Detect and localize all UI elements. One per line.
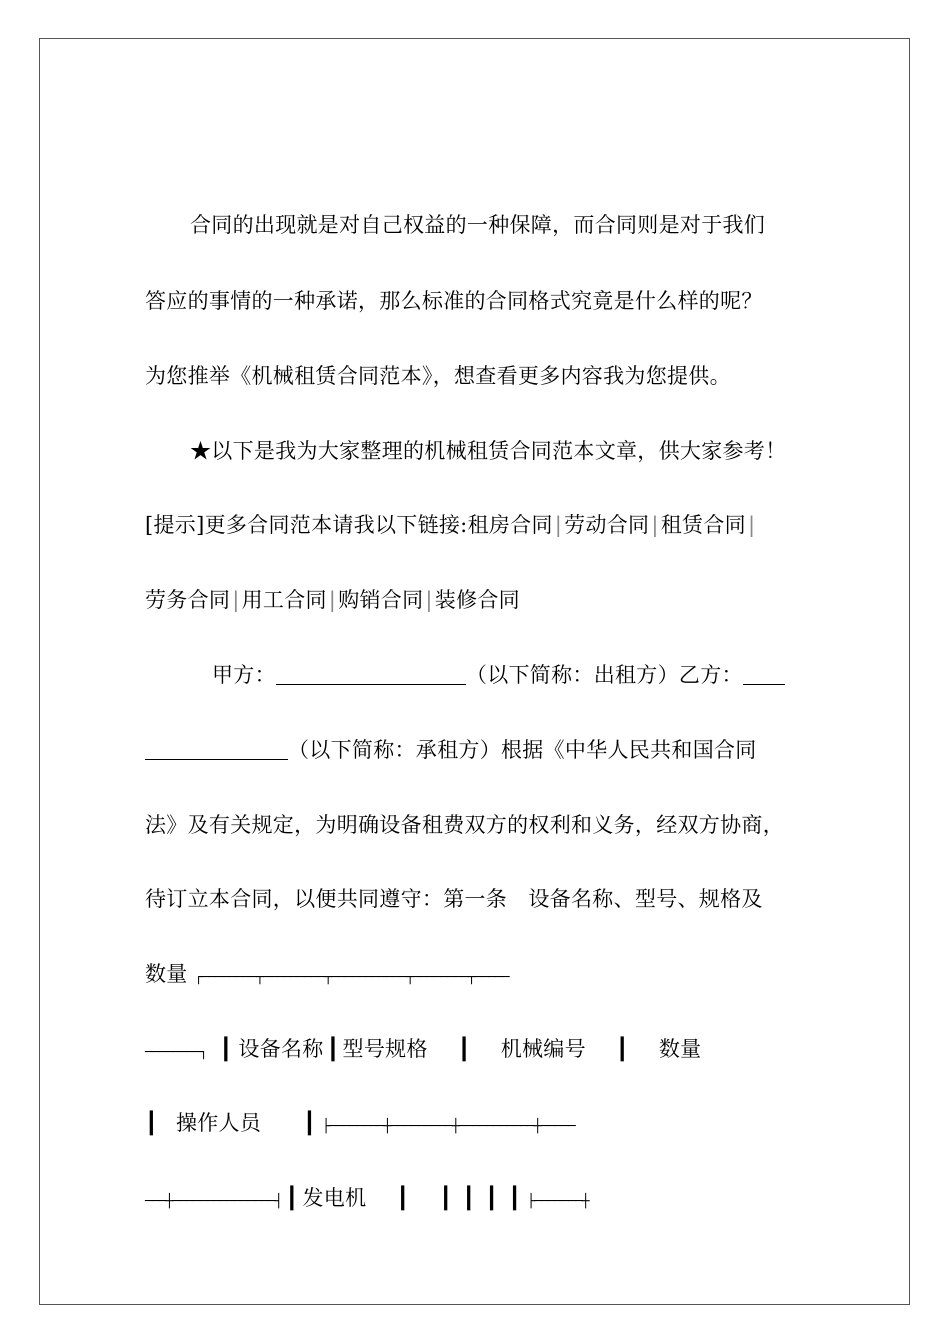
link-lease[interactable]: 租赁合同	[660, 513, 746, 537]
party-b-blank-start[interactable]	[743, 664, 785, 685]
table-top-line	[145, 960, 805, 992]
link-decoration[interactable]: 装修合同	[434, 588, 520, 612]
separator: |	[425, 588, 433, 612]
body-line-1: 法》及有关规定，为明确设备租费双方的权利和义务，经双方协商，	[145, 813, 784, 837]
link-rent-house[interactable]: 租房合同	[467, 513, 553, 537]
intro-line-3: 为您推举《机械租赁合同范本》，想查看更多内容我为您提供。	[145, 364, 731, 388]
separator: |	[651, 513, 659, 537]
item-generator: 发电机	[302, 1186, 367, 1210]
tip-line-1	[145, 511, 805, 539]
tip-line-2	[145, 586, 805, 614]
party-a-note: （以下简称：出租方）乙方：	[465, 663, 743, 687]
separator: |	[554, 513, 563, 537]
link-purchase[interactable]: 购销合同	[338, 588, 424, 612]
party-a-blank[interactable]	[276, 664, 466, 685]
separator: |	[747, 513, 756, 537]
party-b-blank[interactable]	[145, 739, 288, 760]
header-quantity: 数量	[658, 1037, 702, 1061]
link-employment[interactable]: 用工合同	[241, 588, 327, 612]
header-operator: 操作人员	[175, 1111, 262, 1135]
link-service[interactable]: 劳务合同	[145, 588, 231, 612]
table-operator-line: ┃ 操作人员 ┃ ├────────┼─────────┼───────────┼─────	[145, 1111, 575, 1135]
table-row-left-border: ───┼───────────────┤	[145, 1194, 282, 1209]
header-model: 型号规格	[342, 1037, 428, 1061]
intro-line-2: 答应的事情的一种承诺，那么标准的合同格式究竟是什么样的呢？	[145, 289, 763, 313]
party-b-note: （以下简称：承租方）根据《中华人民共和国合同	[288, 738, 757, 762]
party-b-line	[145, 736, 805, 764]
table-header-line: ────────┐ ┃ 设备名称 ┃ 型号规格 ┃ 机械编号 ┃ 数量	[145, 1037, 702, 1061]
quantity-label: 数量	[145, 962, 188, 986]
table-top-border: ┌────────┬─────────┬───────────┬────────┬─────	[194, 970, 509, 985]
table-row-right-border: ├───────┼	[527, 1194, 589, 1209]
separator: |	[328, 588, 337, 612]
table-row-line: ───┼───────────────┤ ┃ 发电机 ┃ ┃ ┃ ┃ ┃ ├───────┼	[145, 1186, 589, 1210]
intro-line-1: 合同的出现就是对自己权益的一种保障，而合同则是对于我们	[190, 213, 766, 237]
intro-line-4: ★以下是我为大家整理的机械租赁合同范本文章，供大家参考！	[190, 439, 787, 463]
link-labor[interactable]: 劳动合同	[564, 513, 650, 537]
tip-prefix: [提示]更多合同范本请我以下链接:	[145, 513, 468, 537]
party-a-label: 甲方：	[212, 663, 276, 687]
party-line	[212, 661, 812, 689]
table-top-border-end: ────────┐	[145, 1045, 207, 1060]
header-machine-no: 机械编号	[500, 1037, 586, 1061]
body-line-2: 待订立本合同，以便共同遵守：第一条 设备名称、型号、规格及	[145, 887, 763, 911]
header-device-name: 设备名称	[238, 1037, 324, 1061]
table-row-separator: ├────────┼─────────┼───────────┼─────	[322, 1119, 575, 1134]
separator: |	[232, 588, 240, 612]
